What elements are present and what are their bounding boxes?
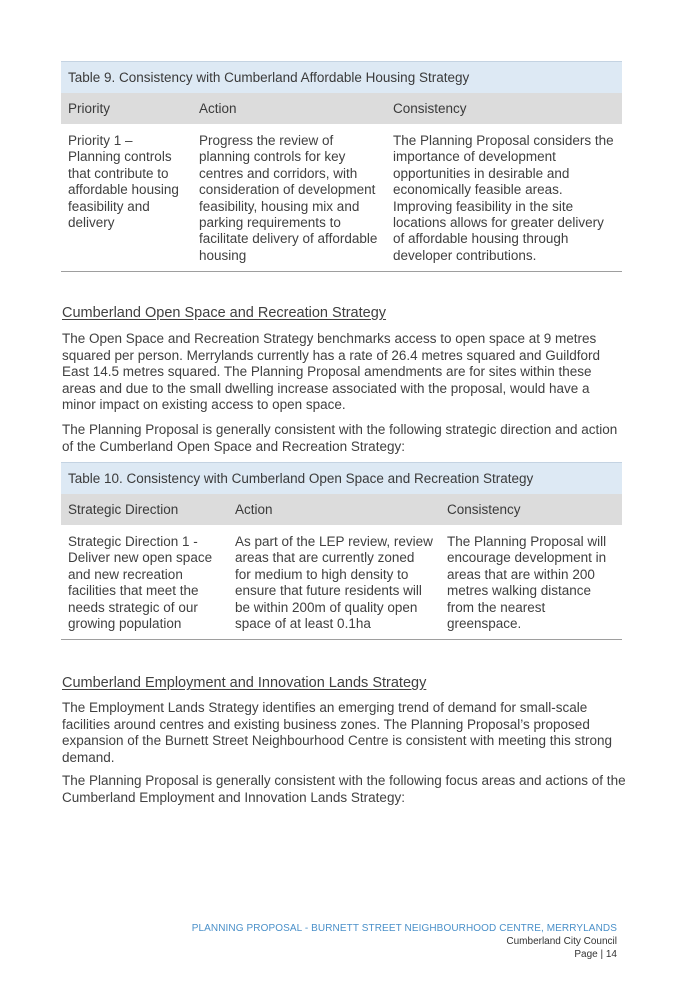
- table-10-cell-action: As part of the LEP review, review areas that are currently zoned for medium to high density to ensure that future residents will be within 200m of quality open space of at least 0.1ha: [235, 534, 433, 632]
- table-10: [61, 462, 622, 640]
- footer-document-title: PLANNING PROPOSAL - BURNETT STREET NEIGHBOURHOOD CENTRE, MERRYLANDS: [191, 923, 617, 934]
- footer-council-name: Cumberland City Council: [506, 936, 617, 947]
- table-10-cell-consistency: The Planning Proposal will encourage development in areas that are within 200 metres walking distance from the nearest greenspace.: [447, 534, 607, 632]
- table-10-header-consistency: Consistency: [447, 502, 521, 517]
- table-9: [61, 61, 622, 272]
- table-9-cell-action: Progress the review of planning controls for key centres and corridors, with consideration of development feasibility, housing mix and parking requirements to facilitate delivery of affordable housing: [199, 133, 378, 263]
- table-9-cell-consistency: The Planning Proposal considers the importance of development opportunities in desirable and economically feasible areas. Improving feasibility in the site locations allows for greater delivery of affordable housing through developer contributions.: [393, 133, 614, 263]
- table-10-header-action: Action: [235, 502, 273, 517]
- paragraph-open-space-1: The Open Space and Recreation Strategy benchmarks access to open space at 9 metres squared per person. Merrylands currently has a rate of 26.4 metres squared and Guildford East 14.5 metres squared. The Planning Proposal amendments are for sites within these areas and due to the small dwelling increase associated with the proposal, would have a minor impact on existing access to open space.: [62, 331, 601, 413]
- footer-page-number: Page | 14: [574, 949, 617, 960]
- table-9-header-row: [61, 93, 622, 124]
- table-10-cell-direction: Strategic Direction 1 - Deliver new open space and new recreation facilities that meet the needs strategic of our growing population: [68, 534, 213, 632]
- page-footer: [192, 922, 617, 961]
- table-10-header-direction: Strategic Direction: [68, 502, 179, 517]
- table-row: [61, 525, 622, 640]
- section-heading-employment-lands: Cumberland Employment and Innovation Lands Strategy: [62, 675, 427, 691]
- paragraph-open-space-2: The Planning Proposal is generally consistent with the following strategic direction and action of the Cumberland Open Space and Recreation Strategy:: [62, 422, 618, 454]
- table-10-header-row: [61, 494, 622, 525]
- table-9-header-consistency: Consistency: [393, 101, 467, 116]
- section-heading-open-space: Cumberland Open Space and Recreation Strategy: [62, 305, 387, 321]
- table-9-cell-priority: Priority 1 – Planning controls that contribute to affordable housing feasibility and delivery: [68, 133, 179, 231]
- table-9-header-priority: Priority: [68, 101, 111, 116]
- table-10-title: Table 10. Consistency with Cumberland Open Space and Recreation Strategy: [61, 462, 622, 494]
- paragraph-employment-1: The Employment Lands Strategy identifies an emerging trend of demand for small-scale facilities around centres and existing business zones. The Planning Proposal’s proposed expansion of the Burnett Street Neighbourhood Centre is consistent with meeting this strong demand.: [62, 700, 613, 765]
- table-9-header-action: Action: [199, 101, 237, 116]
- paragraph-employment-2: The Planning Proposal is generally consistent with the following focus areas and actions of the Cumberland Employment and Innovation Lands Strategy:: [62, 773, 626, 805]
- table-row: [61, 124, 622, 272]
- table-9-title: Table 9. Consistency with Cumberland Affordable Housing Strategy: [61, 61, 622, 93]
